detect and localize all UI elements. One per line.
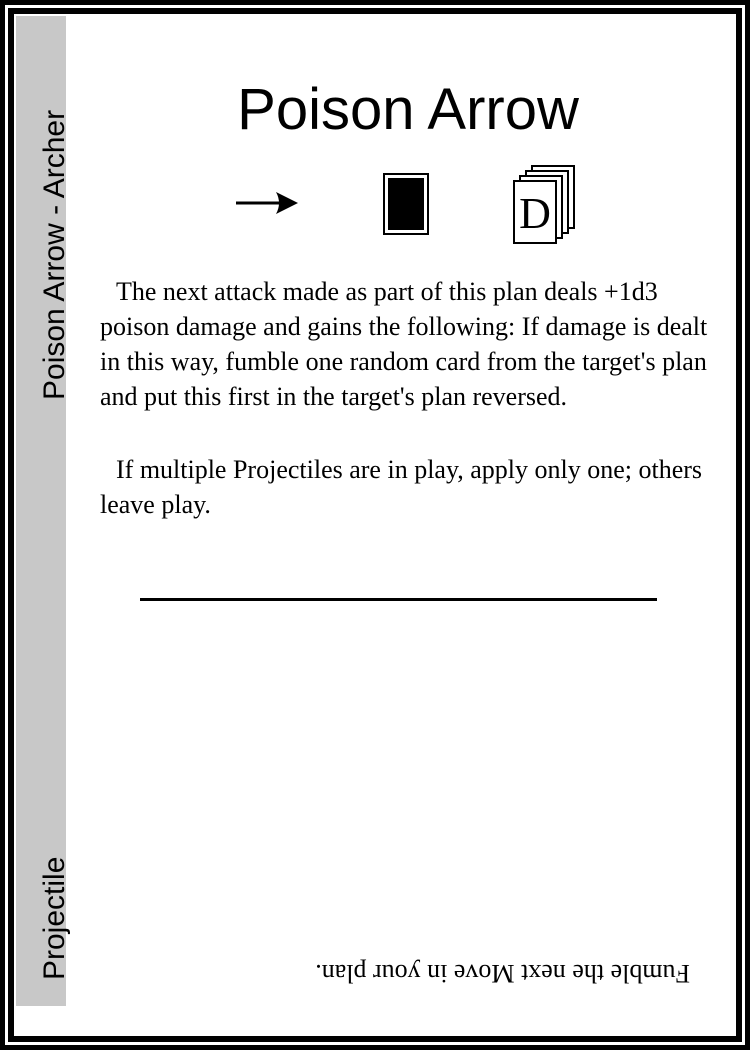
card-icon — [382, 172, 430, 236]
card-rules-text — [100, 274, 710, 560]
divider — [140, 598, 657, 601]
reversed-effect-text: Fumble the next Move in your plan. — [315, 959, 690, 988]
arrow-icon — [232, 186, 300, 220]
deck-letter: D — [519, 189, 551, 238]
icon-row — [0, 160, 750, 250]
side-title: Poison Arrow - Archer — [38, 109, 71, 400]
rules-paragraph: The next attack made as part of this plan deals +1d3 poison damage and gains the following: If damage is dealt in this way, fumble one random card from the target's plan and put this first in the target's plan reversed. — [100, 277, 708, 411]
card-type-label: Projectile — [38, 856, 71, 980]
rules-paragraph: If multiple Projectiles are in play, apply only one; others leave play. — [100, 455, 703, 519]
deck-icon — [512, 164, 578, 244]
card-title: Poison Arrow — [237, 77, 579, 142]
